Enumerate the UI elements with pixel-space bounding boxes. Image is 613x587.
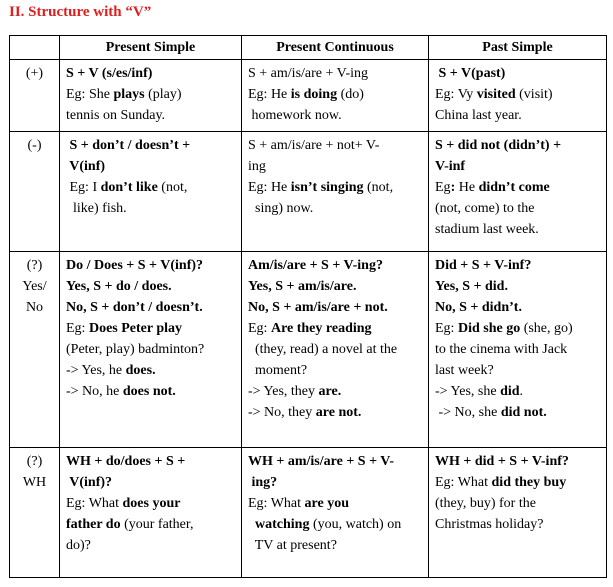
text-line <box>248 255 422 276</box>
row-type-yes-no-question <box>10 252 60 448</box>
text: Eg: She <box>66 87 114 102</box>
text-line <box>248 339 422 360</box>
text: (Peter, play) badminton? <box>66 342 205 357</box>
cell-past-simple-negative <box>429 132 607 252</box>
text: do)? <box>66 538 91 553</box>
text-line <box>248 63 422 84</box>
text: (your father, <box>120 517 194 532</box>
table-row-wh-question <box>10 448 607 578</box>
bold-text: don’t like <box>100 180 158 195</box>
bold-text: isn’t singing <box>290 180 364 195</box>
text: (you, watch) on <box>309 517 402 532</box>
text: Eg: I <box>66 180 101 195</box>
text-line <box>248 493 422 514</box>
text-line <box>66 177 235 198</box>
row-type-label: (?) <box>26 454 43 469</box>
text-line <box>66 381 235 402</box>
section-title: II. Structure with “V” <box>9 4 152 20</box>
table-row-negative <box>10 132 607 252</box>
text: Eg: He <box>248 180 291 195</box>
bold-text: V(inf)? <box>66 475 113 490</box>
text: . <box>519 384 524 399</box>
text: Eg: What <box>66 496 123 511</box>
text-line <box>435 297 600 318</box>
row-type-label: WH <box>22 475 47 490</box>
text: S + am/is/are + V-ing <box>248 66 369 81</box>
text-line <box>248 297 422 318</box>
row-type-label: Yes/ <box>22 279 47 294</box>
row-type-label: (-) <box>27 138 42 153</box>
bold-text: Are they reading <box>270 321 372 336</box>
bold-text: Did + S + V-inf? <box>435 258 532 273</box>
structure-table <box>9 35 607 578</box>
bold-text: ing? <box>248 475 278 490</box>
bold-text: V-inf <box>435 159 466 174</box>
table-row-yes-no-question <box>10 252 607 448</box>
text-line <box>435 84 600 105</box>
cell-past-simple-wh-question <box>429 448 607 578</box>
text: last week? <box>435 363 494 378</box>
bold-text: S + did not (didn’t) + <box>435 138 562 153</box>
text-line <box>66 135 235 156</box>
text: (do) <box>337 87 364 102</box>
text-line <box>248 472 422 493</box>
text-line <box>435 339 600 360</box>
bold-text: No, S + didn’t. <box>435 300 522 315</box>
bold-text: S + V(past) <box>435 66 506 81</box>
bold-text: does not. <box>122 384 176 399</box>
text: -> No, they <box>248 405 316 420</box>
text-line <box>248 177 422 198</box>
text-line <box>248 84 422 105</box>
row-type-label: (?) <box>26 258 43 273</box>
bold-text: Do / Does + S + V(inf)? <box>66 258 204 273</box>
bold-text: Yes, S + am/is/are. <box>248 279 357 294</box>
text-line <box>66 472 235 493</box>
header-row <box>10 36 607 60</box>
text-line <box>248 198 422 219</box>
text: Eg: <box>66 321 89 336</box>
text-line <box>435 381 600 402</box>
text: -> No, she <box>435 405 501 420</box>
text-line <box>66 297 235 318</box>
text-line <box>248 381 422 402</box>
bold-text: did <box>500 384 520 399</box>
bold-text: does. <box>125 363 156 378</box>
text: He <box>455 180 479 195</box>
text-line <box>248 105 422 126</box>
text: Eg: What <box>435 475 492 490</box>
text: Eg <box>435 180 451 195</box>
text: -> Yes, he <box>66 363 126 378</box>
text: sing) now. <box>248 201 314 216</box>
row-type-affirmative <box>10 60 60 132</box>
text: moment? <box>248 363 308 378</box>
cell-present-continuous-yes-no-question <box>242 252 429 448</box>
bold-text: didn’t come <box>478 180 550 195</box>
row-type-negative <box>10 132 60 252</box>
text-line <box>248 156 422 177</box>
text-line <box>66 255 235 276</box>
text-line <box>66 84 235 105</box>
bold-text: Does Peter play <box>88 321 183 336</box>
text: -> No, he <box>66 384 123 399</box>
text: -> Yes, she <box>435 384 501 399</box>
bold-text: is doing <box>290 87 338 102</box>
cell-present-simple-negative <box>60 132 242 252</box>
text: (not, <box>157 180 188 195</box>
bold-text: No, S + am/is/are + not. <box>248 300 388 315</box>
text: Eg: Vy <box>435 87 477 102</box>
header-present-continuous: Present Continuous <box>242 36 429 60</box>
text: Eg: What <box>248 496 305 511</box>
text: S + am/is/are + not+ V- <box>248 138 380 153</box>
text-line <box>435 276 600 297</box>
cell-past-simple-yes-no-question <box>429 252 607 448</box>
bold-text: father do <box>66 517 121 532</box>
text: (they, buy) for the <box>435 496 536 511</box>
table-row-affirmative <box>10 60 607 132</box>
bold-text: did they buy <box>491 475 567 490</box>
text: Eg: <box>435 321 458 336</box>
text-line <box>248 318 422 339</box>
text-line <box>435 255 600 276</box>
bold-text: are you <box>304 496 349 511</box>
text: (not, <box>363 180 394 195</box>
text: (visit) <box>515 87 553 102</box>
text-line <box>66 63 235 84</box>
bold-text: No, S + don’t / doesn’t. <box>66 300 203 315</box>
text-line <box>66 339 235 360</box>
bold-text: visited <box>476 87 516 102</box>
bold-text: Yes, S + did. <box>435 279 508 294</box>
text-line <box>66 535 235 556</box>
text-line <box>66 318 235 339</box>
text-line <box>435 514 600 535</box>
text-line <box>435 219 600 240</box>
row-type-label: No <box>25 300 44 315</box>
text: homework now. <box>248 108 342 123</box>
text-line <box>248 535 422 556</box>
text-line <box>248 276 422 297</box>
text-line <box>435 318 600 339</box>
header-corner <box>10 36 60 60</box>
text: Eg: He <box>248 87 291 102</box>
bold-text: watching <box>248 517 310 532</box>
text-line <box>435 360 600 381</box>
bold-text: WH + am/is/are + S + V- <box>248 454 395 469</box>
bold-text: Am/is/are + S + V-ing? <box>248 258 383 273</box>
cell-present-continuous-affirmative <box>242 60 429 132</box>
cell-present-continuous-negative <box>242 132 429 252</box>
text-line <box>435 493 600 514</box>
text-line <box>248 360 422 381</box>
bold-text: are not. <box>315 405 362 420</box>
text-line <box>435 451 600 472</box>
text-line <box>248 514 422 535</box>
bold-text: WH + do/does + S + <box>66 454 186 469</box>
text-line <box>435 63 600 84</box>
bold-text: V(inf) <box>66 159 106 174</box>
cell-present-simple-wh-question <box>60 448 242 578</box>
bold-text: WH + did + S + V-inf? <box>435 454 569 469</box>
bold-text: : <box>450 180 456 195</box>
text: tennis on Sunday. <box>66 108 166 123</box>
text: (they, read) a novel at the <box>248 342 398 357</box>
text: Christmas holiday? <box>435 517 544 532</box>
bold-text: Yes, S + do / does. <box>66 279 172 294</box>
bold-text: Did she go <box>457 321 521 336</box>
text-line <box>66 360 235 381</box>
text-line <box>66 451 235 472</box>
text: (play) <box>144 87 182 102</box>
text-line <box>248 451 422 472</box>
text: China last year. <box>435 108 522 123</box>
text-line <box>435 105 600 126</box>
text: (not, come) to the <box>435 201 535 216</box>
cell-present-simple-affirmative <box>60 60 242 132</box>
row-type-label: (+) <box>25 66 44 81</box>
bold-text: S + V (s/es/inf) <box>66 66 153 81</box>
text-line <box>66 156 235 177</box>
text: ing <box>248 159 266 174</box>
text-line <box>66 493 235 514</box>
header-past-simple: Past Simple <box>429 36 607 60</box>
text: TV at present? <box>248 538 337 553</box>
text: stadium last week. <box>435 222 539 237</box>
text-line <box>248 135 422 156</box>
bold-text: does your <box>122 496 181 511</box>
text-line <box>66 198 235 219</box>
text-line <box>66 105 235 126</box>
text-line <box>435 198 600 219</box>
row-type-wh-question <box>10 448 60 578</box>
table-body <box>10 60 607 578</box>
text-line <box>248 402 422 423</box>
bold-text: plays <box>113 87 145 102</box>
text-line <box>435 472 600 493</box>
header-present-simple: Present Simple <box>60 36 242 60</box>
text: (she, go) <box>520 321 573 336</box>
text-line <box>435 135 600 156</box>
cell-present-simple-yes-no-question <box>60 252 242 448</box>
text-line <box>435 156 600 177</box>
cell-past-simple-affirmative <box>429 60 607 132</box>
text-line <box>66 514 235 535</box>
text: Eg: <box>248 321 271 336</box>
text: -> Yes, they <box>248 384 319 399</box>
text: to the cinema with Jack <box>435 342 568 357</box>
text-line <box>435 402 600 423</box>
bold-text: S + don’t / doesn’t + <box>66 138 191 153</box>
text-line <box>435 177 600 198</box>
text-line <box>66 276 235 297</box>
text: like) fish. <box>66 201 127 216</box>
bold-text: did not. <box>500 405 547 420</box>
cell-present-continuous-wh-question <box>242 448 429 578</box>
bold-text: are. <box>318 384 342 399</box>
